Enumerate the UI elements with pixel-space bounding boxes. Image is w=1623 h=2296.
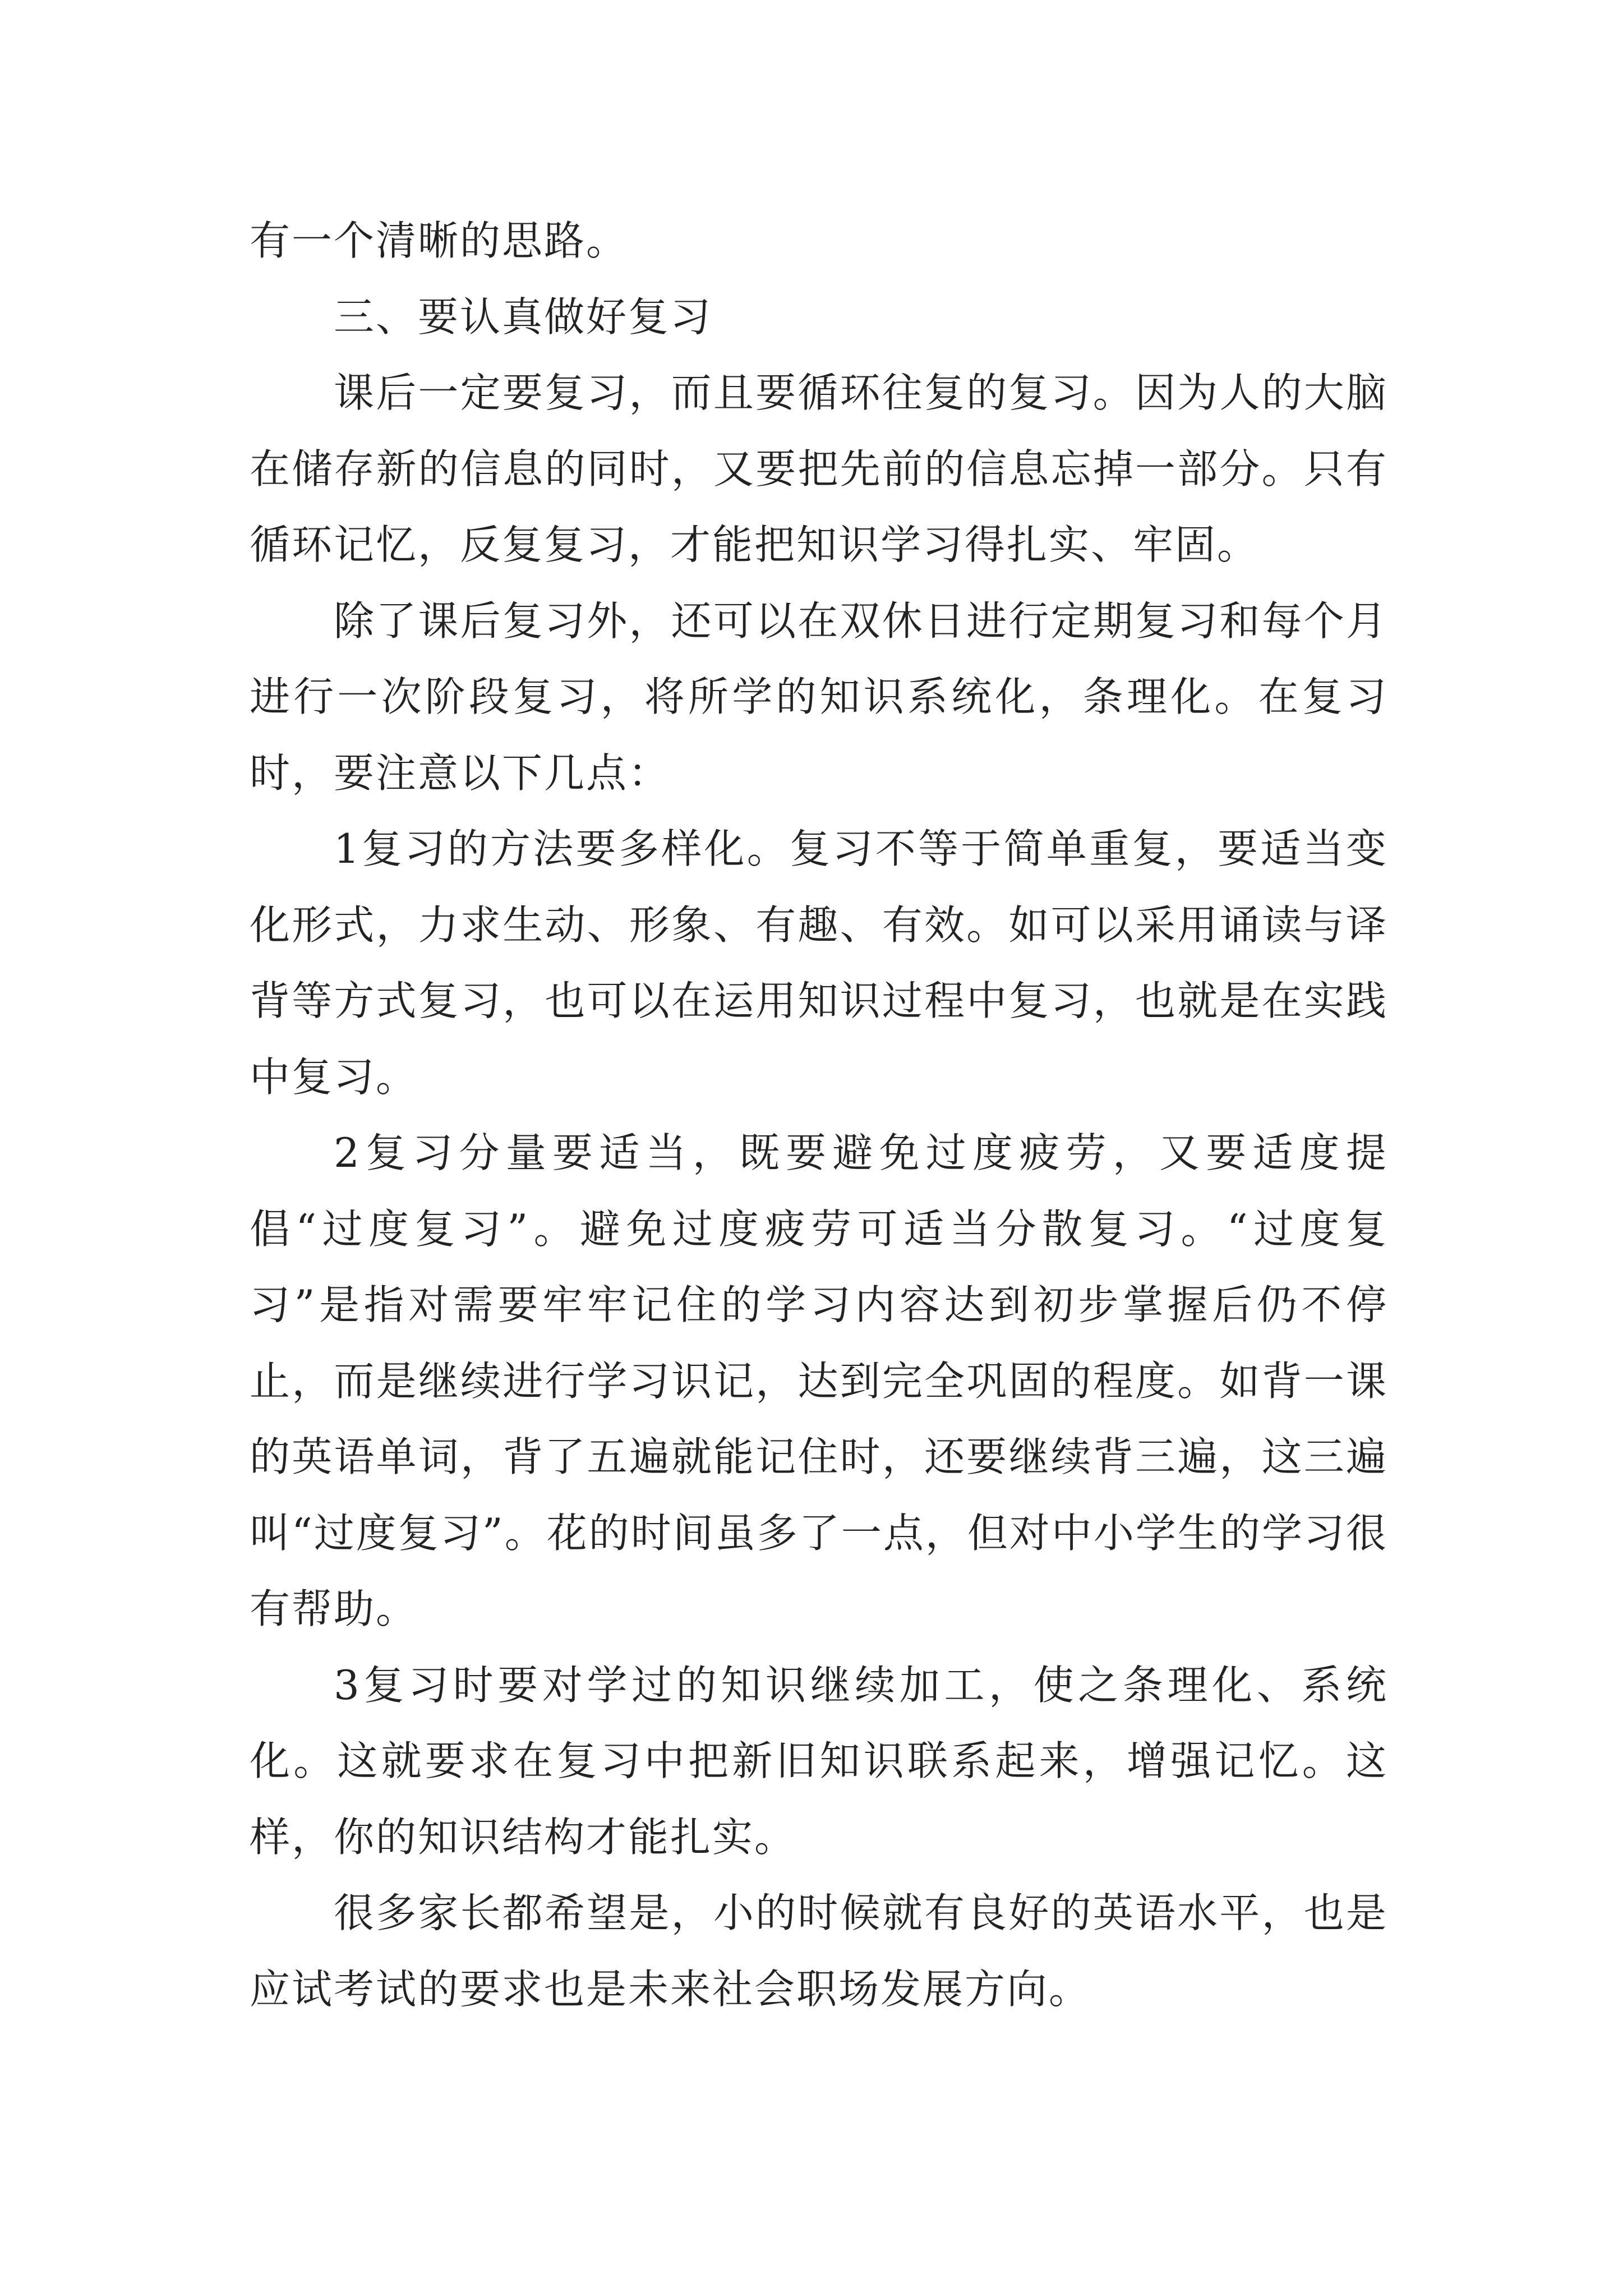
paragraph-review-importance: 课后一定要复习，而且要循环往复的复习。因为人的大脑在储存新的信息的同时，又要把先前的信息忘掉一部分。只有循环记忆，反复复习，才能把知识学习得扎实、牢固。 xyxy=(250,369,1388,568)
paragraph-closing: 很多家长都希望是，小的时候就有良好的英语水平，也是应试考试的要求也是未来社会职场发展方向。 xyxy=(250,1889,1388,2013)
list-item-point-1: 1复习的方法要多样化。复习不等于简单重复，要适当变化形式，力求生动、形象、有趣、有效。如可以采用诵读与译背等方式复习，也可以在运用知识过程中复习，也就是在实践中复习。 xyxy=(250,825,1388,1101)
paragraph-periodic-review: 除了课后复习外，还可以在双休日进行定期复习和每个月进行一次阶段复习，将所学的知识系统化，条理化。在复习时，要注意以下几点： xyxy=(250,597,1388,797)
section-heading: 三、要认真做好复习 xyxy=(334,293,713,341)
document-body xyxy=(250,203,1388,2027)
list-item-point-3: 3复习时要对学过的知识继续加工，使之条理化、系统化。这就要求在复习中把新旧知识联系起来，增强记忆。这样，你的知识结构才能扎实。 xyxy=(250,1661,1388,1861)
paragraph-continuation: 有一个清晰的思路。 xyxy=(250,217,629,264)
list-item-point-2: 2复习分量要适当，既要避免过度疲劳，又要适度提倡“过度复习”。避免过度疲劳可适当分散复习。“过度复习”是指对需要牢牢记住的学习内容达到初步掌握后仍不停止，而是继续进行学习识记，达到完全巩固的程度。如背一课的英语单词，背了五遍就能记住时，还要继续背三遍，这三遍叫“过度复习”。花的时间虽多了一点，但对中小学生的学习很有帮助。 xyxy=(250,1129,1388,1632)
